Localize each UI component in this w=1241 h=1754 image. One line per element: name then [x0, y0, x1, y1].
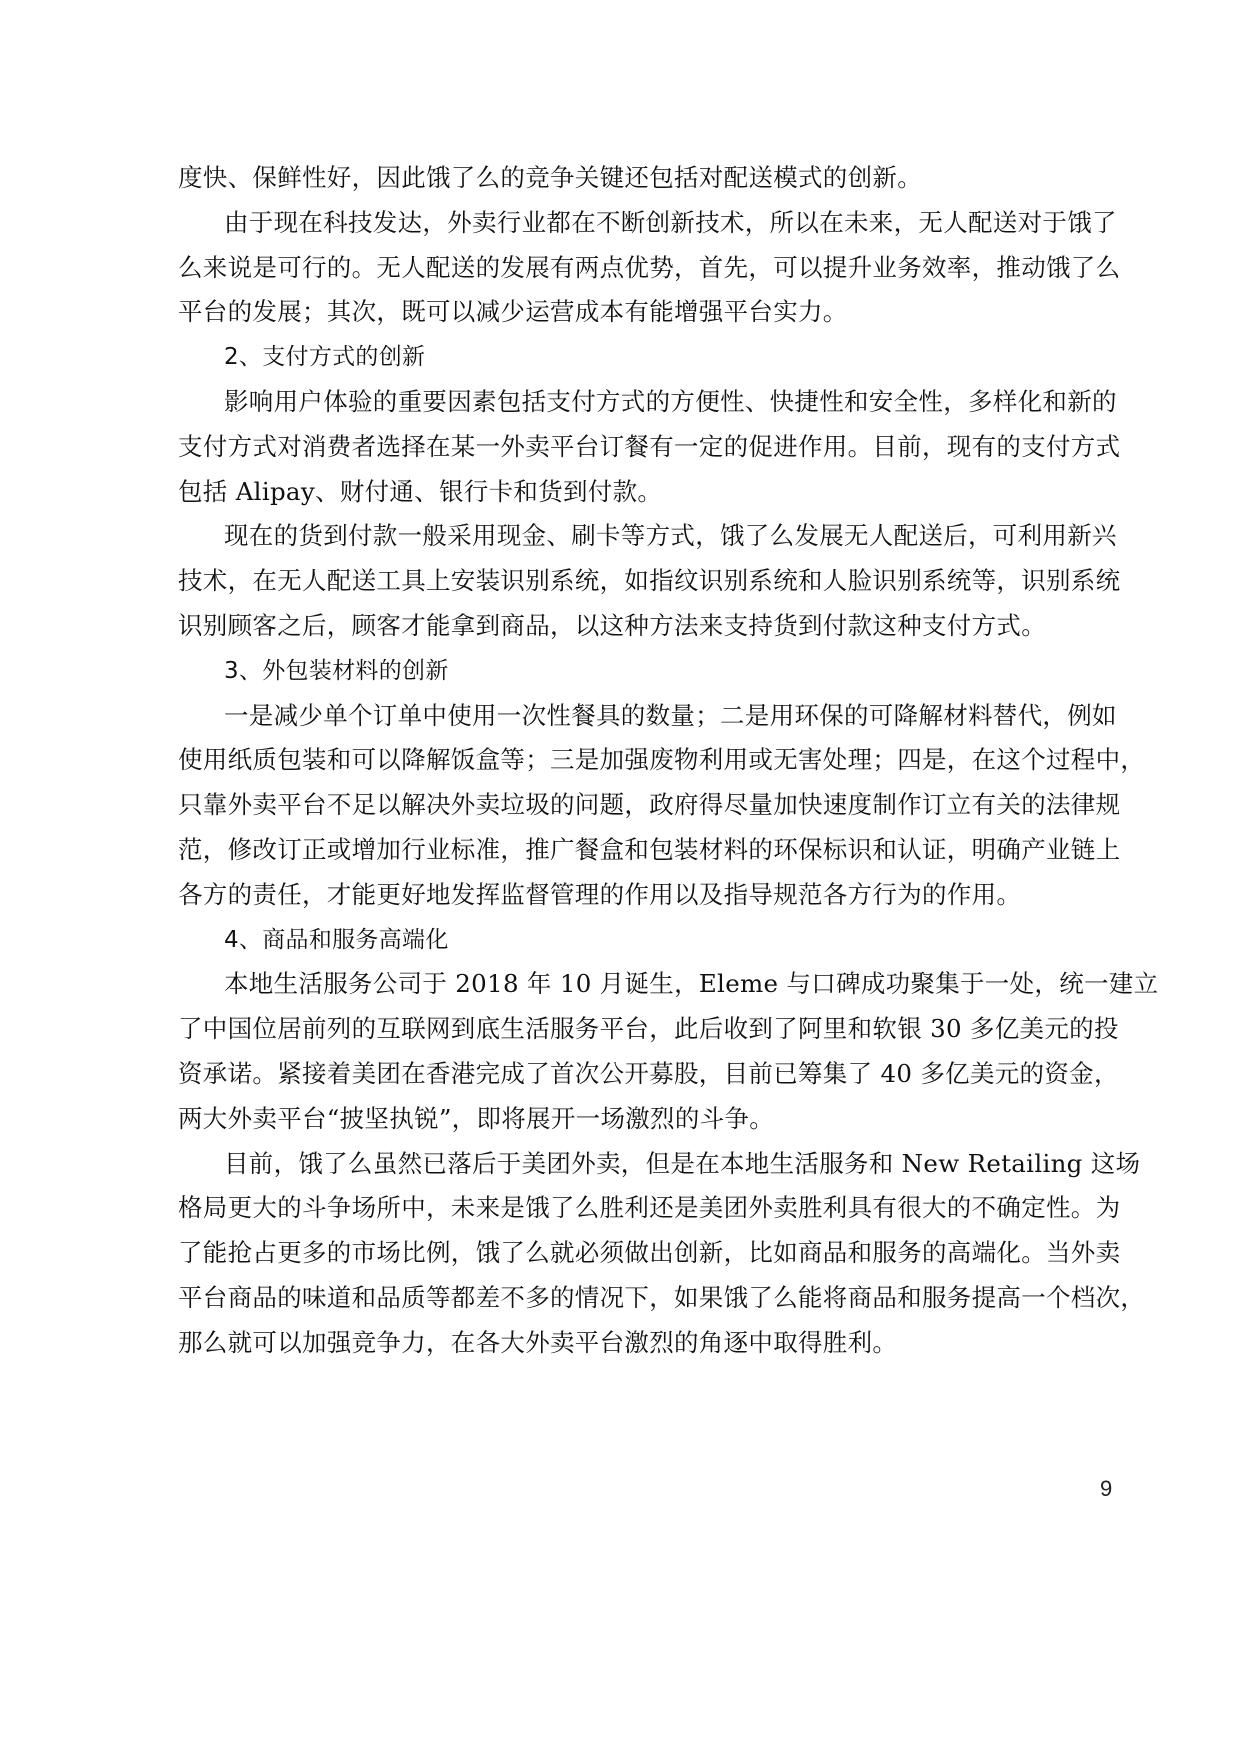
- paragraph-line: 包括 Alipay、财付通、银行卡和货到付款。: [178, 476, 663, 506]
- section-heading: 3、外包装材料的创新: [224, 657, 449, 684]
- paragraph-line: 只靠外卖平台不足以解决外卖垃圾的问题，政府得尽量加快速度制作订立有关的法律规: [178, 790, 1121, 820]
- paragraph-line: 各方的责任，才能更好地发挥监督管理的作用以及指导规范各方行为的作用。: [178, 879, 1022, 909]
- section-heading: 2、支付方式的创新: [224, 344, 426, 371]
- paragraph-line: 两大外卖平台“披坚执锐”，即将展开一场激烈的斗争。: [178, 1103, 775, 1133]
- paragraph-line: 那么就可以加强竞争力，在各大外卖平台激烈的角逐中取得胜利。: [178, 1327, 898, 1357]
- paragraph-line: 资承诺。紧接着美团在香港完成了首次公开募股，目前已筹集了 40 多亿美元的资金，: [178, 1058, 1119, 1088]
- paragraph-line: 影响用户体验的重要因素包括支付方式的方便性、快捷性和安全性，多样化和新的: [224, 386, 1117, 416]
- paragraph-line: 技术，在无人配送工具上安装识别系统，如指纹识别系统和人脸识别系统等，识别系统: [178, 566, 1121, 596]
- document-body: [178, 156, 1159, 1366]
- paragraph-line: 平台的发展；其次，既可以减少运营成本有能增强平台实力。: [178, 297, 848, 327]
- paragraph-line: 了中国位居前列的互联网到底生活服务平台，此后收到了阿里和软银 30 多亿美元的投: [178, 1014, 1119, 1044]
- paragraph-line: 由于现在科技发达，外卖行业都在不断创新技术，所以在未来，无人配送对于饿了: [224, 207, 1117, 237]
- paragraph-line: 使用纸质包装和可以降解饭盒等；三是加强废物利用或无害处理；四是，在这个过程中，: [178, 745, 1146, 775]
- section-heading: 4、商品和服务高端化: [224, 926, 449, 953]
- paragraph-line: 目前，饿了么虽然已落后于美团外卖，但是在本地生活服务和 New Retailing 这场: [224, 1148, 1141, 1178]
- paragraph-line: 格局更大的斗争场所中，未来是饿了么胜利还是美团外卖胜利具有很大的不确定性。为: [178, 1193, 1121, 1223]
- paragraph-line: 范，修改订正或增加行业标准，推广餐盒和包装材料的环保标识和认证，明确产业链上: [178, 834, 1121, 864]
- paragraph-line: 度快、保鲜性好，因此饿了么的竞争关键还包括对配送模式的创新。: [178, 163, 922, 192]
- paragraph-line: 本地生活服务公司于 2018 年 10 月诞生，Eleme 与口碑成功聚集于一处，统一建立: [224, 969, 1159, 999]
- paragraph-line: 一是减少单个订单中使用一次性餐具的数量；二是用环保的可降解材料替代，例如: [224, 700, 1117, 730]
- paragraph-line: 识别顾客之后，顾客才能拿到商品，以这种方法来支持货到付款这种支付方式。: [178, 610, 1046, 640]
- paragraph-line: 平台商品的味道和品质等都差不多的情况下，如果饿了么能将商品和服务提高一个档次，: [178, 1282, 1146, 1312]
- paragraph-line: 么来说是可行的。无人配送的发展有两点优势，首先，可以提升业务效率，推动饿了么: [178, 252, 1121, 282]
- paragraph-line: 现在的货到付款一般采用现金、刷卡等方式，饿了么发展无人配送后，可利用新兴: [224, 521, 1117, 551]
- page-number: 9: [1100, 1476, 1113, 1501]
- paragraph-line: 了能抢占更多的市场比例，饿了么就必须做出创新，比如商品和服务的高端化。当外卖: [178, 1238, 1121, 1268]
- paragraph-line: 支付方式对消费者选择在某一外卖平台订餐有一定的促进作用。目前，现有的支付方式: [178, 431, 1121, 461]
